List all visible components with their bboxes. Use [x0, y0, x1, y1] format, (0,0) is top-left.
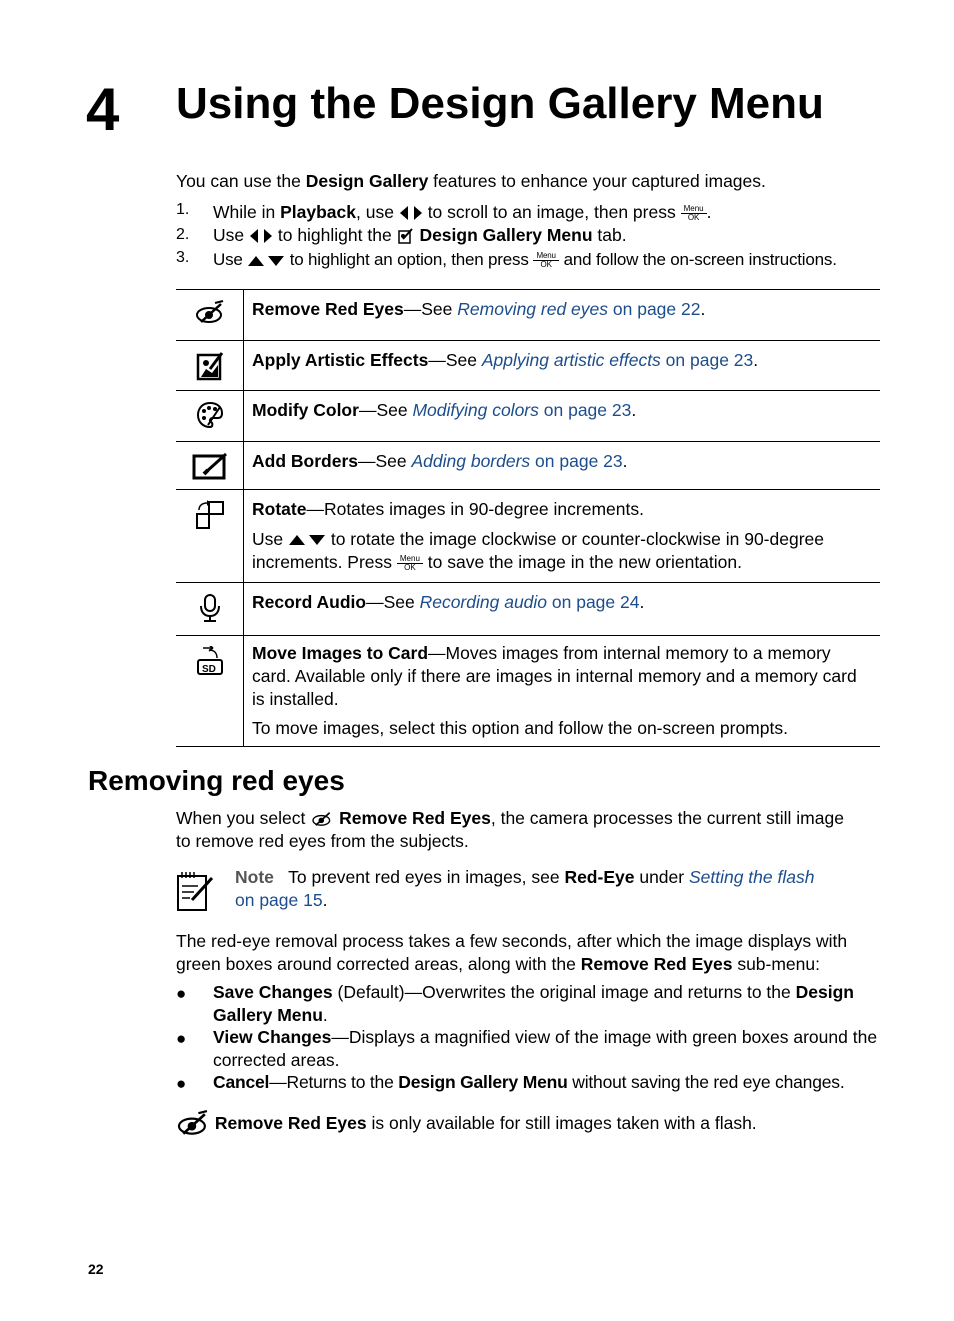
- bullet-icon: ●: [176, 1029, 187, 1048]
- list-item: Cancel—Returns to the Design Gallery Menu without saving the red eye changes.: [213, 1072, 845, 1092]
- option-text: Move Images to Card—Moves images from internal memory to a memory card. Available only if there are images in internal memory and a memory card is installed. To move images, select this option and follow the on-screen prompts.: [252, 643, 857, 738]
- step-number: 1.: [176, 201, 190, 218]
- footer-note: Remove Red Eyes is only available for still images taken with a flash.: [176, 1104, 757, 1142]
- section-heading: Removing red eyes: [88, 765, 345, 796]
- icon-cell: [176, 583, 244, 635]
- svg-text:SD: SD: [201, 664, 216, 675]
- section-paragraph-2: The red-eye removal process takes a few seconds, after which the image displays with green boxes around corrected areas, along with the Remove Red Eyes sub-menu:: [176, 931, 848, 974]
- page-link[interactable]: on page 23: [530, 451, 623, 471]
- chapter-number: 4: [86, 76, 120, 143]
- option-text: Add Borders—See Adding borders on page 23.: [252, 451, 628, 471]
- left-right-arrows-icon: [399, 205, 423, 221]
- chapter-title: Using the Design Gallery Menu: [176, 79, 824, 128]
- icon-cell: [176, 290, 244, 340]
- page-link[interactable]: on page 15: [235, 890, 323, 910]
- option-text: Remove Red Eyes—See Removing red eyes on page 22.: [252, 299, 706, 319]
- page-link[interactable]: on page 23: [538, 400, 632, 420]
- section-paragraph-1: When you select Remove Red Eyes, the camera processes the current still image to remove red eyes from the subjects.: [176, 808, 844, 851]
- page-link[interactable]: on page 24: [547, 592, 640, 612]
- palette-icon: [196, 401, 224, 429]
- list-item: Save Changes (Default)—Overwrites the original image and returns to the Design Gallery Menu.: [213, 982, 854, 1025]
- link-modifying-colors[interactable]: Modifying colors: [412, 400, 539, 420]
- link-removing-red-eyes[interactable]: Removing red eyes: [457, 299, 609, 319]
- page-number: 22: [88, 1261, 104, 1277]
- rotate-icon: [195, 500, 225, 530]
- intro-paragraph: You can use the Design Gallery features to enhance your captured images.: [176, 171, 766, 191]
- link-recording-audio[interactable]: Recording audio: [419, 592, 548, 612]
- icon-cell: [176, 636, 244, 746]
- table-row: [176, 582, 880, 635]
- menu-ok-icon: Menu OK: [397, 555, 423, 572]
- table-row: [176, 390, 880, 441]
- left-right-arrows-icon: [249, 228, 273, 244]
- menu-ok-icon: Menu OK: [533, 252, 559, 269]
- table-row: [176, 340, 880, 390]
- icon-cell: [176, 490, 244, 582]
- list-item: View Changes—Displays a magnified view of the image with green boxes around the corrected areas.: [213, 1027, 878, 1070]
- step-number: 3.: [176, 249, 190, 266]
- icon-cell: [176, 391, 244, 441]
- up-down-arrows-icon: [247, 255, 285, 267]
- red-eye-icon: [176, 1110, 210, 1138]
- icon-cell: [176, 442, 244, 489]
- bullet-icon: ●: [176, 984, 187, 1003]
- step-number: 2.: [176, 226, 190, 243]
- menu-ok-icon: Menu OK: [681, 205, 707, 222]
- step-3: Use to highlight an option, then press Menu OK and follow the on-screen instructions.: [213, 250, 837, 270]
- move-to-card-icon: [195, 646, 225, 676]
- step-2: Use to highlight the Design Gallery Menu tab.: [213, 225, 627, 245]
- design-gallery-icon: [397, 227, 415, 245]
- artistic-effects-icon: [196, 351, 224, 381]
- icon-cell: [176, 341, 244, 390]
- page-link[interactable]: on page 23: [660, 350, 754, 370]
- table-row: [176, 489, 880, 582]
- step-1: While in Playback, use to scroll to an image, then press Menu OK .: [213, 202, 712, 222]
- table-row: [176, 635, 880, 747]
- table-row: [176, 289, 880, 340]
- option-text: Record Audio—See Recording audio on page 24.: [252, 592, 645, 612]
- red-eye-icon: [310, 810, 334, 828]
- link-applying-artistic-effects[interactable]: Applying artistic effects: [481, 350, 661, 370]
- link-setting-the-flash[interactable]: Setting the flash: [688, 867, 815, 887]
- design-gallery-options-table: [176, 289, 880, 747]
- link-adding-borders[interactable]: Adding borders: [411, 451, 531, 471]
- note-text: Note To prevent red eyes in images, see Red-Eye under Setting the flash on page 15.: [235, 867, 815, 910]
- option-text: Apply Artistic Effects—See Applying artistic effects on page 23.: [252, 350, 759, 370]
- microphone-icon: [198, 593, 222, 623]
- red-eye-icon: [195, 300, 225, 326]
- borders-icon: [192, 452, 228, 480]
- page-link[interactable]: on page 22: [608, 299, 701, 319]
- note-icon: [176, 870, 216, 912]
- bullet-icon: ●: [176, 1074, 187, 1093]
- option-text: Rotate—Rotates images in 90-degree increments. Use to rotate the image clockwise or counter-clockwise in 90-degree increments. Press Menu OK to save the image in the new orientation.: [252, 499, 824, 572]
- table-row: [176, 441, 880, 489]
- up-down-arrows-icon: [288, 534, 326, 546]
- option-text: Modify Color—See Modifying colors on page 23.: [252, 400, 637, 420]
